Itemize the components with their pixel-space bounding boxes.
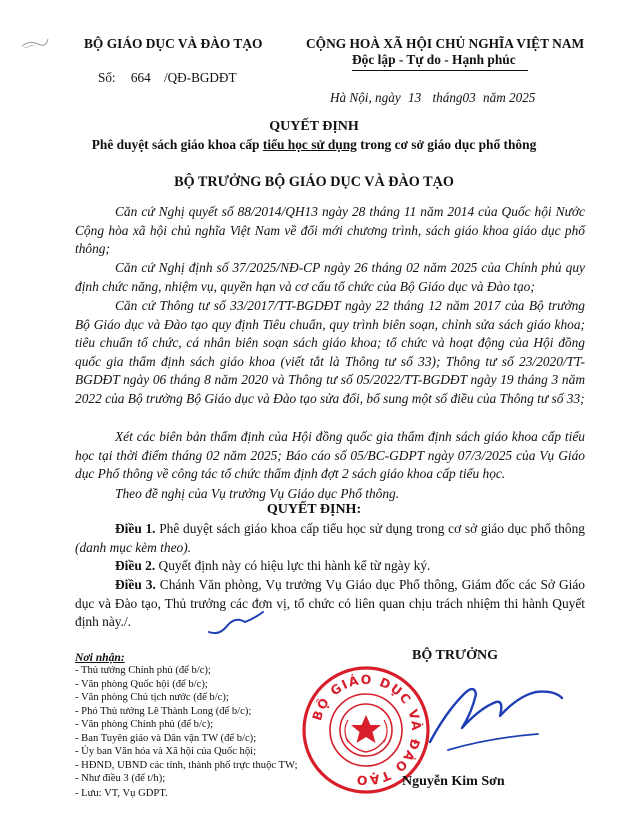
- subject-part-2: tiểu học sử dụng: [262, 137, 357, 152]
- article-1-text: Phê duyệt sách giáo khoa cấp tiểu học sử dụng trong cơ sở giáo dục phổ thông: [159, 521, 585, 536]
- decision-heading: QUYẾT ĐỊNH:: [266, 502, 362, 517]
- article-2-text: Quyết định này có hiệu lực thi hành kể từ ngày ký.: [158, 558, 431, 573]
- article-2: [75, 557, 585, 576]
- document-number: [98, 70, 237, 86]
- date-day: 13: [408, 90, 422, 105]
- stamp-text: BỘ GIÁO DỤC VÀ ĐÀO TẠO: [309, 671, 425, 789]
- date-month-label: tháng: [432, 90, 463, 105]
- recipient-item: - Văn phòng Chủ tịch nước (để b/c);: [75, 692, 229, 703]
- initial-signature-mark: [205, 610, 265, 640]
- number-label: Số:: [98, 70, 116, 85]
- document-date: [330, 90, 535, 106]
- recital-4: Xét các biên bản thẩm định của Hội đồng quốc gia thẩm định sách giáo khoa cấp tiểu học tại thời điểm tháng 02 năm 2025; Báo cáo số 05/BC-GDPT ngày 07/3/2025 của Vụ Giáo dục Phổ thông về công tác tổ chức thẩm định đợt 2 sách giáo khoa cấp tiểu học.: [75, 429, 585, 482]
- recipients-heading: Nơi nhận:: [75, 651, 125, 664]
- document-type: QUYẾT ĐỊNH: [269, 119, 359, 134]
- recipient-item: - Như điều 3 (để t/h);: [75, 773, 166, 784]
- recipient-item: - Văn phòng Chính phủ (để b/c);: [75, 719, 214, 730]
- recipient-item: - Phó Thủ tướng Lê Thành Long (để b/c);: [75, 706, 252, 717]
- recital-3: Căn cứ Thông tư số 33/2017/TT-BGDĐT ngày 22 tháng 12 năm 2017 của Bộ trưởng Bộ Giáo dục và Đào tạo quy định Tiêu chuẩn, quy trình biên soạn, chỉnh sửa sách giáo khoa; tiêu chuẩn tổ chức, cá nhân biên soạn sách giáo khoa; tổ chức và hoạt động của Hội đồng quốc gia thẩm định sách giáo khoa (viết tắt là Thông tư số 33); Thông tư số 23/2020/TT-BGDĐT ngày 06 tháng 8 năm 2020 và Thông tư số 05/2022/TT-BGDĐT ngày 19 tháng 3 năm 2022 của Bộ trưởng Bộ Giáo dục và Đào tạo sửa đổi, bổ sung một số điều của Thông tư số 33;: [75, 298, 585, 406]
- recipient-item: - HĐND, UBND các tỉnh, thành phố trực thuộc TW;: [75, 760, 298, 771]
- article-1-label: Điều 1.: [115, 521, 156, 536]
- recital-1: Căn cứ Nghị quyết số 88/2014/QH13 ngày 28 tháng 11 năm 2014 của Quốc hội Nước Cộng hòa xã hội chủ nghĩa Việt Nam về đổi mới chương trình, sách giáo khoa giáo dục phổ thông;: [75, 204, 585, 257]
- document-subject: [0, 137, 628, 153]
- recipient-item: - Ban Tuyên giáo và Dân vận TW (để b/c);: [75, 733, 257, 744]
- date-year: năm 2025: [483, 90, 536, 105]
- recipient-item: - Ủy ban Văn hóa và Xã hội của Quốc hội;: [75, 746, 257, 757]
- recital-2: Căn cứ Nghị định số 37/2025/NĐ-CP ngày 26 tháng 02 năm 2025 của Chính phủ quy định chức năng, nhiệm vụ, quyền hạn và cơ cấu tổ chức của Bộ Giáo dục và Đào tạo;: [75, 260, 585, 294]
- article-2-label: Điều 2.: [115, 558, 156, 573]
- recipient-item: - Lưu: VT, Vụ GDPT.: [75, 788, 168, 799]
- issuing-authority: BỘ TRƯỞNG BỘ GIÁO DỤC VÀ ĐÀO TẠO: [174, 174, 454, 190]
- scan-mark-icon: [20, 36, 50, 50]
- article-3-text: Chánh Văn phòng, Vụ trưởng Vụ Giáo dục Phổ thông, Giám đốc các Sở Giáo dục và Đào tạo, Thủ trưởng các đơn vị, tổ chức có liên quan chịu trách nhiệm thi hành Quyết định này./.: [75, 577, 585, 630]
- article-3: [75, 576, 585, 632]
- date-month: 03: [462, 90, 476, 105]
- motto-underline: [352, 70, 528, 71]
- country-name: CỘNG HOÀ XÃ HỘI CHỦ NGHĨA VIỆT NAM: [306, 36, 585, 51]
- number-suffix: /QĐ-BGDĐT: [163, 70, 237, 85]
- signer-position: BỘ TRƯỞNG: [412, 648, 498, 663]
- article-1-note: (danh mục kèm theo).: [75, 539, 192, 555]
- article-1: [75, 520, 585, 557]
- subject-part-1: Phê duyệt sách giáo khoa cấp: [91, 137, 260, 152]
- recipient-item: - Văn phòng Quốc hội (để b/c);: [75, 679, 208, 690]
- article-3-label: Điều 3.: [115, 577, 156, 592]
- recipient-item: - Thủ tướng Chính phủ (để b/c);: [75, 665, 211, 676]
- subject-part-3: trong cơ sở giáo dục phổ thông: [360, 137, 537, 152]
- recital-5: Theo đề nghị của Vụ trưởng Vụ Giáo dục Phổ thông.: [115, 486, 400, 501]
- number-value: 664: [130, 70, 151, 85]
- ministry-name: BỘ GIÁO DỤC VÀ ĐÀO TẠO: [84, 36, 263, 51]
- date-place: Hà Nội, ngày: [330, 90, 401, 105]
- signer-name: Nguyễn Kim Sơn: [402, 774, 505, 789]
- national-motto: Độc lập - Tự do - Hạnh phúc: [352, 52, 516, 67]
- minister-signature: [418, 672, 568, 762]
